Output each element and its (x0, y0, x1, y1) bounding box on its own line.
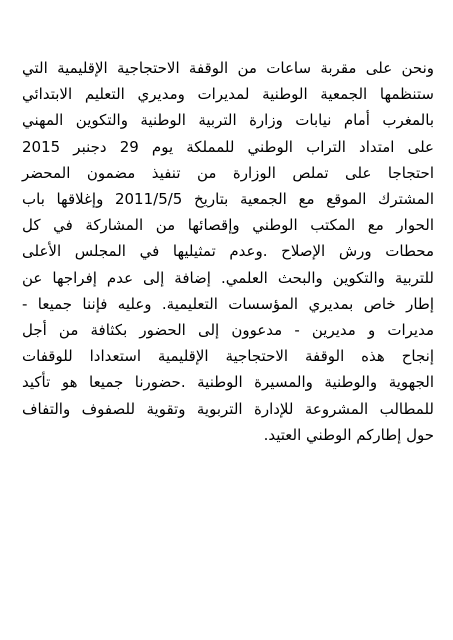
paragraph-line: المشترك الموقع مع الجمعية بتاريخ 2011/5/5 وإغلاقها باب (22, 190, 434, 209)
announcement-paragraph (22, 55, 434, 448)
paragraph-line: إنجاح هذه الوقفة الاحتجاجية الإقليمية استعدادا للوقفات (22, 347, 434, 366)
paragraph-line: احتجاجا على تملص الوزارة من تنفيذ مضمون المحضر (22, 163, 434, 182)
paragraph-line: للمطالب المشروعة للإدارة التربوية وتقوية للصفوف والتفاف (22, 399, 434, 418)
paragraph-line: للتربية والتكوين والبحث العلمي. إضافة إلى عدم إفراجها عن (22, 268, 434, 287)
paragraph-line: مديرات و مديرين - مدعوون إلى الحضور بكثافة من أجل (22, 321, 434, 340)
paragraph-line: على امتداد التراب الوطني للمملكة يوم 29 دجنبر 2015 (22, 137, 434, 156)
paragraph-line: محطات ورش الإصلاح .وعدم تمثيليها في المجلس الأعلى (22, 242, 434, 261)
paragraph-line: ستنظمها الجمعية الوطنية لمديرات ومديري التعليم الابتدائي (22, 85, 434, 104)
paragraph-line: بالمغرب أمام نيابات وزارة التربية الوطنية والتكوين المهني (22, 111, 434, 130)
paragraph-line-last: حول إطاركم الوطني العتيد. (263, 425, 434, 444)
paragraph-line: إطار خاص بمديري المؤسسات التعليمية. وعليه فإننا جميعا - (22, 294, 434, 313)
paragraph-line: الحوار مع المكتب الوطني وإقصائها من المشاركة في كل (22, 216, 434, 235)
paragraph-line: الجهوية والوطنية والمسيرة الوطنية .حضورنا جميعا هو تأكيد (22, 373, 434, 392)
paragraph-line: ونحن على مقربة ساعات من الوقفة الاحتجاجية الإقليمية التي (22, 59, 434, 77)
